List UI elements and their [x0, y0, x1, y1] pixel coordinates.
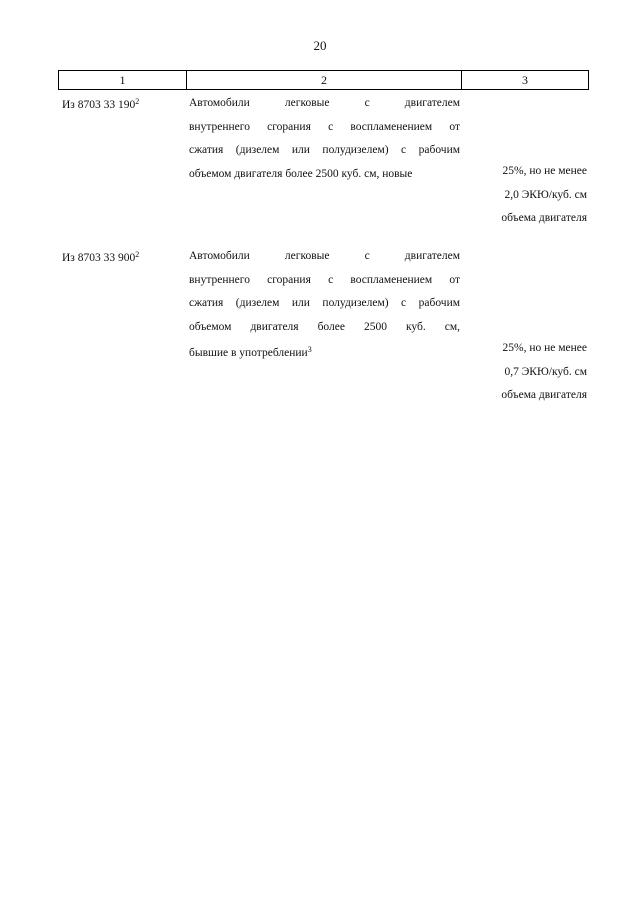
- description-line: Автомобили легковые с двигателем: [189, 250, 460, 262]
- description-line: Автомобили легковые с двигателем: [189, 97, 460, 109]
- page-number: 20: [313, 38, 327, 53]
- description-line: внутреннего сгорания с воспламенением от: [189, 273, 460, 286]
- description-line: сжатия (дизелем или полудизелем) с рабочим: [189, 144, 460, 156]
- table-header-row: [58, 70, 589, 90]
- duty-rate: [467, 342, 587, 413]
- goods-description: [189, 97, 460, 191]
- description-line: объемом двигателя более 2500 куб. см,: [189, 320, 460, 333]
- footnote-marker: 2: [135, 250, 140, 259]
- description-line: сжатия (дизелем или полудизелем) с рабочим: [189, 297, 460, 309]
- rate-line: объема двигателя: [501, 212, 587, 224]
- footnote-marker: 3: [307, 345, 312, 354]
- description-line: внутреннего сгорания с воспламенением от: [189, 120, 460, 133]
- description-text: бывшие в употреблении: [189, 347, 308, 359]
- rate-line: 0,7 ЭКЮ/куб. см: [504, 365, 587, 378]
- tariff-code: [62, 97, 139, 111]
- duty-rate: [467, 165, 587, 236]
- goods-description: [189, 250, 460, 368]
- rate-line: объема двигателя: [501, 389, 587, 401]
- rate-line: 2,0 ЭКЮ/куб. см: [504, 188, 587, 201]
- tariff-code: [62, 250, 139, 264]
- description-line: объемом двигателя более 2500 куб. см, новые: [189, 167, 413, 180]
- rate-line: 25%, но не менее: [502, 165, 587, 177]
- rate-line: 25%, но не менее: [502, 342, 587, 354]
- tariff-code-text: Из 8703 33 190: [62, 99, 136, 111]
- column-header-2: 2: [187, 71, 462, 89]
- footnote-marker: 2: [135, 97, 140, 106]
- tariff-code-text: Из 8703 33 900: [62, 252, 136, 264]
- column-header-1: 1: [59, 71, 187, 89]
- description-line: [189, 344, 460, 368]
- column-header-3: 3: [522, 73, 528, 87]
